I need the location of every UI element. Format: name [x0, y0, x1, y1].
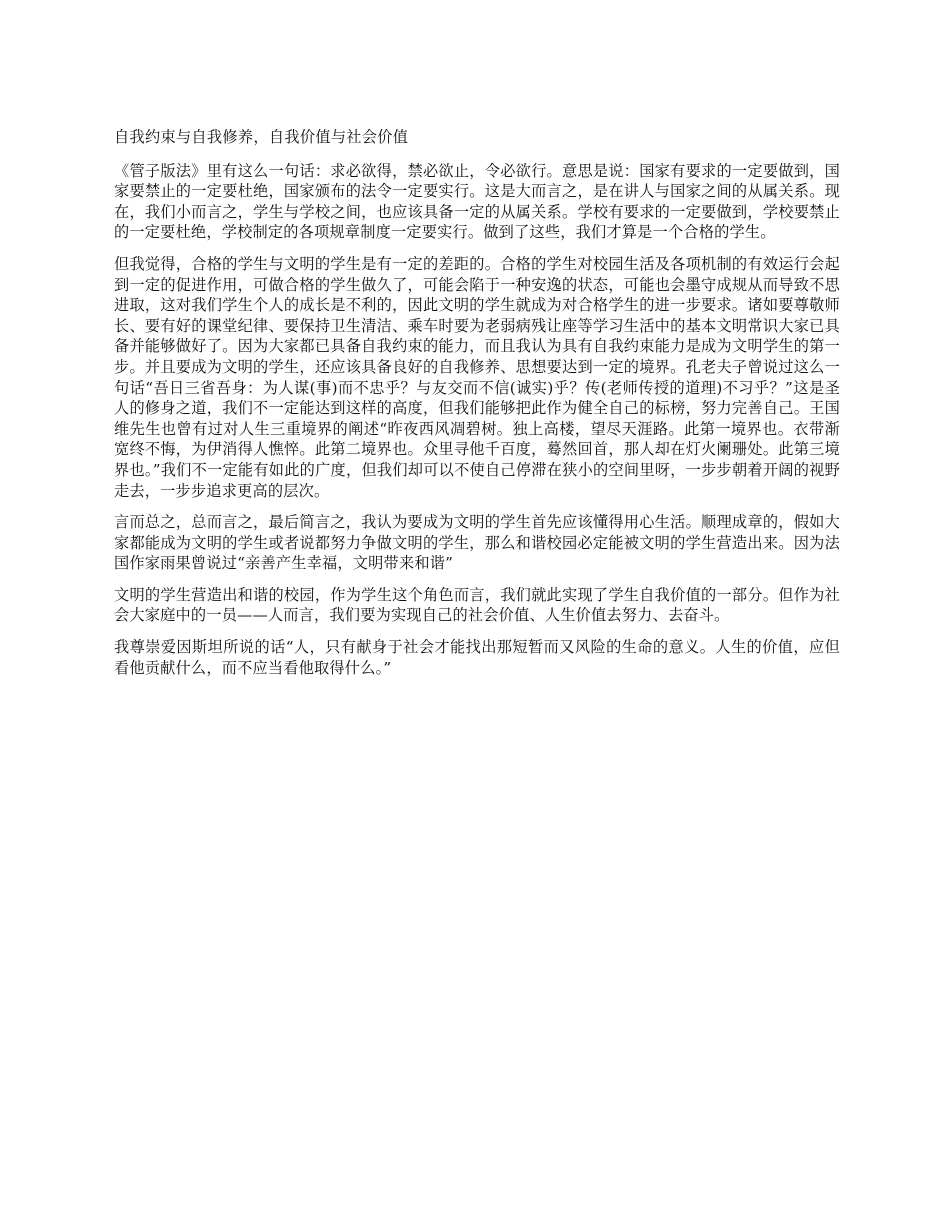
document-title: 自我约束与自我修养，自我价值与社会价值 [114, 128, 409, 146]
paragraph-5: 我尊崇爱因斯坦所说的话“人，只有献身于社会才能找出那短暂而又风险的生命的意义。人生的价值，应但看他贡献什么，而不应当看他取得什么。” [114, 638, 840, 677]
paragraph-1: 《管子版法》里有这么一句话：求必欲得，禁必欲止，令必欲行。意思是说：国家有要求的一定要做到，国家要禁止的一定要杜绝，国家颁布的法令一定要实行。这是大而言之，是在讲人与国家之间的从属关系。现在，我们小而言之，学生与学校之间，也应该具备一定的从属关系。学校有要求的一定要做到，学校要禁止的一定要杜绝，学校制定的各项规章制度一定要实行。做到了这些，我们才算是一个合格的学生。 [114, 161, 840, 242]
paragraph-3: 言而总之，总而言之，最后简言之，我认为要成为文明的学生首先应该懂得用心生活。顺理成章的，假如大家都能成为文明的学生或者说都努力争做文明的学生，那么和谐校园必定能被文明的学生营造出来。因为法国作家雨果曾说过“亲善产生幸福，文明带来和谐” [114, 513, 840, 573]
paragraph-4: 文明的学生营造出和谐的校园，作为学生这个角色而言，我们就此实现了学生自我价值的一部分。但作为社会大家庭中的一员——人而言，我们要为实现自己的社会价值、人生价值去努力、去奋斗。 [114, 585, 840, 625]
paragraph-2: 但我觉得，合格的学生与文明的学生是有一定的差距的。合格的学生对校园生活及各项机制的有效运行会起到一定的促进作用，可做合格的学生做久了，可能会陷于一种安逸的状态，可能也会墨守成规从而导致不思进取，这对我们学生个人的成长是不利的，因此文明的学生就成为对合格学生的进一步要求。诸如要尊敬师长、要有好的课堂纪律、要保持卫生清洁、乘车时要为老弱病残让座等学习生活中的基本文明常识大家已具备并能够做好了。因为大家都已具备自我约束的能力，而且我认为具有自我约束能力是成为文明学生的第一步。并且要成为文明的学生，还应该具备良好的自我修养、思想要达到一定的境界。孔老夫子曾说过这么一句话“吾日三省吾身：为人谋(事)而不忠乎？与友交而不信(诚实)乎？传(老师传授的道理)不习乎？”这是圣人的修身之道，我们不一定能达到这样的高度，但我们能够把此作为健全自己的标榜，努力完善自己。王国维先生也曾有过对人生三重境界的阐述“昨夜西风凋碧树。独上高楼，望尽天涯路。此第一境界也。衣带渐宽终不悔，为伊消得人憔悴。此第二境界也。众里寻他千百度，蓦然回首，那人却在灯火阑珊处。此第三境界也。”我们不一定能有如此的广度，但我们却可以不使自己停滞在狭小的空间里呀，一步步朝着开阔的视野走去，一步步追求更高的层次。 [114, 254, 840, 500]
document-page [114, 127, 840, 689]
